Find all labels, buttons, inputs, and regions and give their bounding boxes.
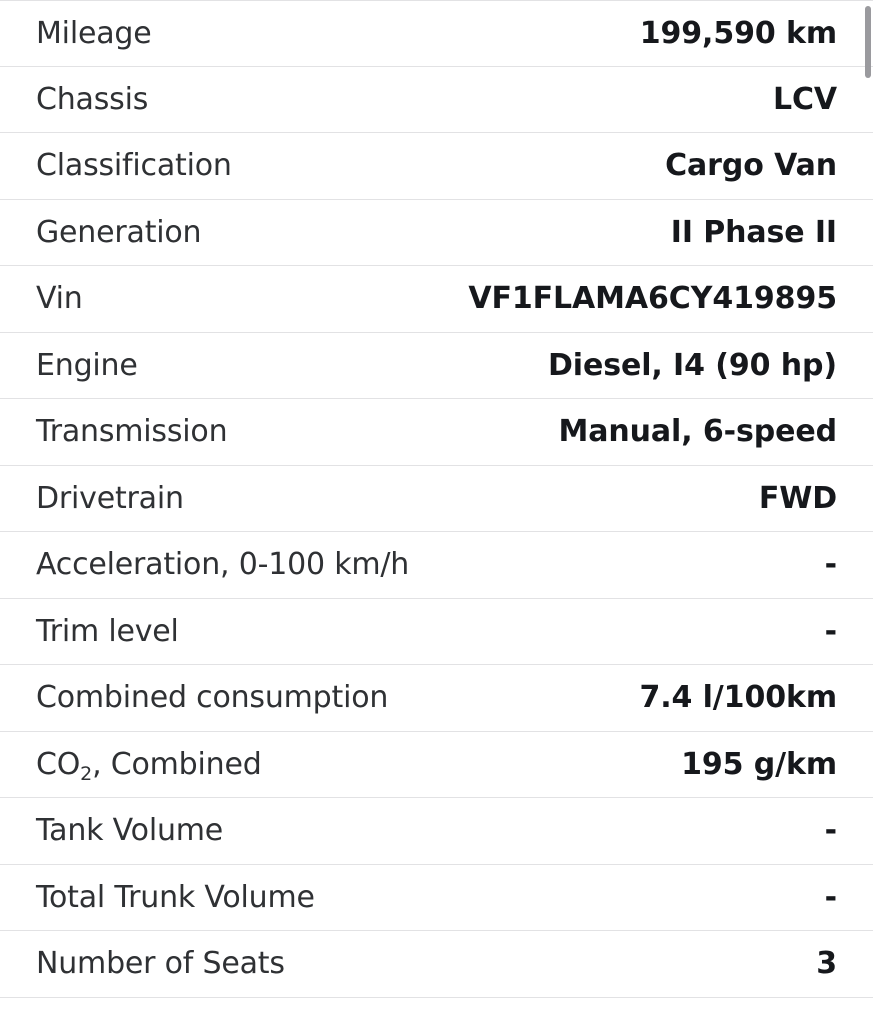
spec-label: Generation [36, 214, 202, 250]
spec-label: Mileage [36, 15, 152, 51]
table-row [0, 399, 873, 466]
table-row [0, 67, 873, 134]
table-row [0, 466, 873, 533]
spec-value: - [824, 813, 837, 849]
spec-value: Diesel, I4 (90 hp) [548, 347, 837, 383]
spec-value: Cargo Van [665, 148, 837, 184]
spec-value: 199,590 km [639, 15, 837, 51]
spec-label: Classification [36, 148, 232, 184]
spec-label-main: CO [36, 746, 81, 782]
spec-label: Transmission [36, 414, 228, 450]
spec-value: LCV [772, 81, 837, 117]
spec-label: Acceleration, 0-100 km/h [36, 547, 410, 583]
spec-value: 7.4 l/100km [639, 680, 837, 716]
spec-label: Tank Volume [36, 813, 224, 849]
table-row [0, 0, 873, 67]
spec-label: Trim level [36, 613, 179, 649]
spec-label: Combined consumption [36, 680, 389, 716]
spec-label: Engine [36, 347, 138, 383]
scrollbar-thumb[interactable] [865, 6, 871, 78]
spec-value: II Phase II [670, 214, 837, 250]
spec-value: 195 g/km [681, 746, 837, 782]
spec-value: FWD [758, 480, 837, 516]
table-row [0, 798, 873, 865]
spec-value: - [824, 879, 837, 915]
spec-label-subscript: 2 [80, 762, 93, 785]
table-row [0, 732, 873, 799]
table-row [0, 665, 873, 732]
spec-label: Vin [36, 281, 83, 317]
table-row [0, 133, 873, 200]
table-row [0, 931, 873, 998]
table-row [0, 266, 873, 333]
spec-label: Chassis [36, 81, 149, 117]
table-row [0, 532, 873, 599]
table-row [0, 865, 873, 932]
spec-label: Number of Seats [36, 946, 285, 982]
table-row [0, 599, 873, 666]
spec-value: - [824, 547, 837, 583]
spec-value: VF1FLAMA6CY419895 [468, 281, 837, 317]
table-row [0, 333, 873, 400]
spec-value: Manual, 6-speed [558, 414, 837, 450]
spec-label: Drivetrain [36, 480, 184, 516]
spec-label: Total Trunk Volume [36, 879, 315, 915]
spec-value: 3 [816, 946, 837, 982]
spec-label [36, 746, 262, 785]
scrollbar[interactable] [865, 0, 871, 1024]
table-row [0, 200, 873, 267]
spec-value: - [824, 613, 837, 649]
spec-label-tail: , Combined [92, 746, 262, 782]
